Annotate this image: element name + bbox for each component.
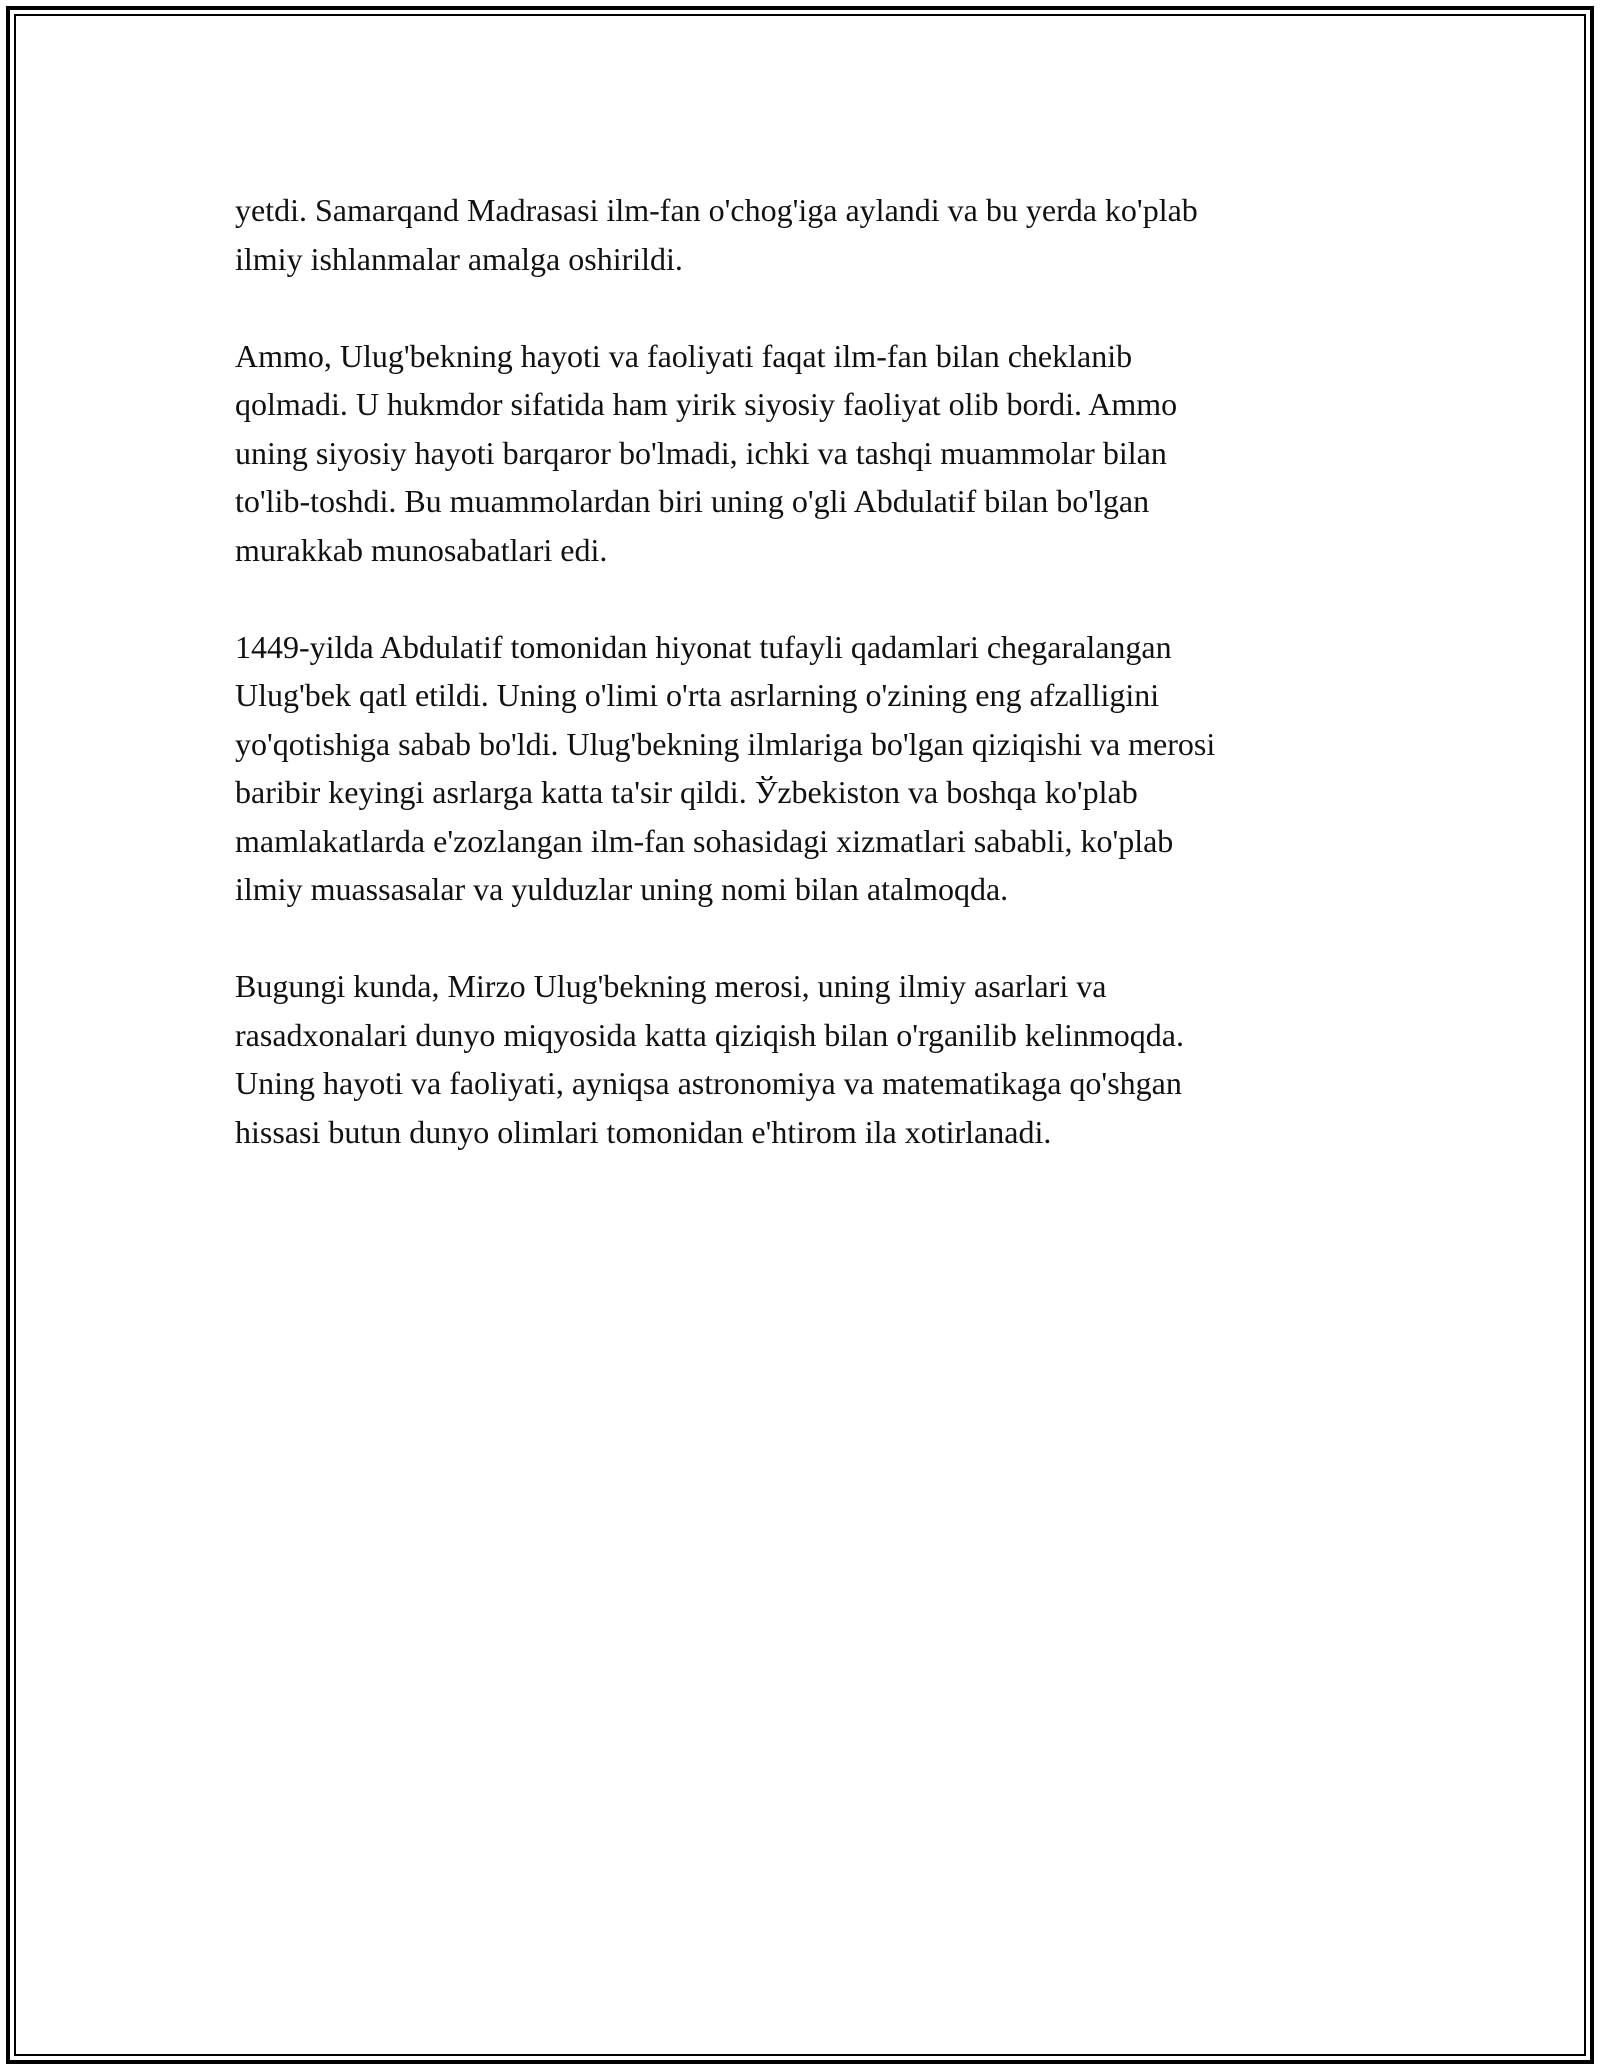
text-line: 1449-yilda Abdulatif tomonidan hiyonat tufayli qadamlari chegaralangan (235, 628, 1172, 665)
text-line: Ulug'bek qatl etildi. Uning o'limi o'rta asrlarning o'zining eng afzalligini (235, 677, 1160, 713)
text-line: Uning hayoti va faoliyati, ayniqsa astronomiya va matematikaga qo'shgan (235, 1065, 1182, 1101)
text-line: ilmiy muassasalar va yulduzlar uning nomi bilan atalmoqda. (235, 871, 1009, 907)
text-line: qolmadi. U hukmdor sifatida ham yirik siyosiy faoliyat olib bordi. Ammo (235, 386, 1178, 422)
text-line: Bugungi kunda, Mirzo Ulug'bekning merosi, uning ilmiy asarlari va (235, 968, 1107, 1004)
text-line: to'lib-toshdi. Bu muammolardan biri uning o'gli Abdulatif bilan bo'lgan (235, 483, 1150, 519)
text-line: yetdi. Samarqand Madrasasi ilm-fan o'chog'iga aylandi va bu yerda ko'plab (235, 192, 1198, 228)
text-line: Ammo, Ulug'bekning hayoti va faoliyati faqat ilm-fan bilan cheklanib (235, 337, 1133, 374)
text-line: murakkab munosabatlari edi. (235, 531, 608, 568)
text-line: baribir keyingi asrlarga katta ta'sir qildi. Ўzbekiston va boshqa ko'plab (235, 774, 1138, 810)
document-body (235, 186, 1385, 1205)
text-line: uning siyosiy hayoti barqaror bo'lmadi, ichki va tashqi muammolar bilan (235, 434, 1167, 471)
paragraph-4 (235, 962, 1385, 1156)
paragraph-2 (235, 332, 1385, 575)
paragraph-1 (235, 186, 1385, 283)
text-line: mamlakatlarda e'zozlangan ilm-fan sohasidagi xizmatlari sababli, ko'plab (235, 822, 1174, 859)
text-line: ilmiy ishlanmalar amalga oshirildi. (235, 240, 683, 277)
text-line: hissasi butun dunyo olimlari tomonidan e'htirom ila xotirlanadi. (235, 1113, 1052, 1150)
paragraph-3 (235, 623, 1385, 914)
text-line: rasadxonalari dunyo miqyosida katta qiziqish bilan o'rganilib kelinmoqda. (235, 1016, 1184, 1053)
text-line: yo'qotishiga sabab bo'ldi. Ulug'bekning ilmlariga bo'lgan qiziqishi va merosi (235, 725, 1216, 762)
